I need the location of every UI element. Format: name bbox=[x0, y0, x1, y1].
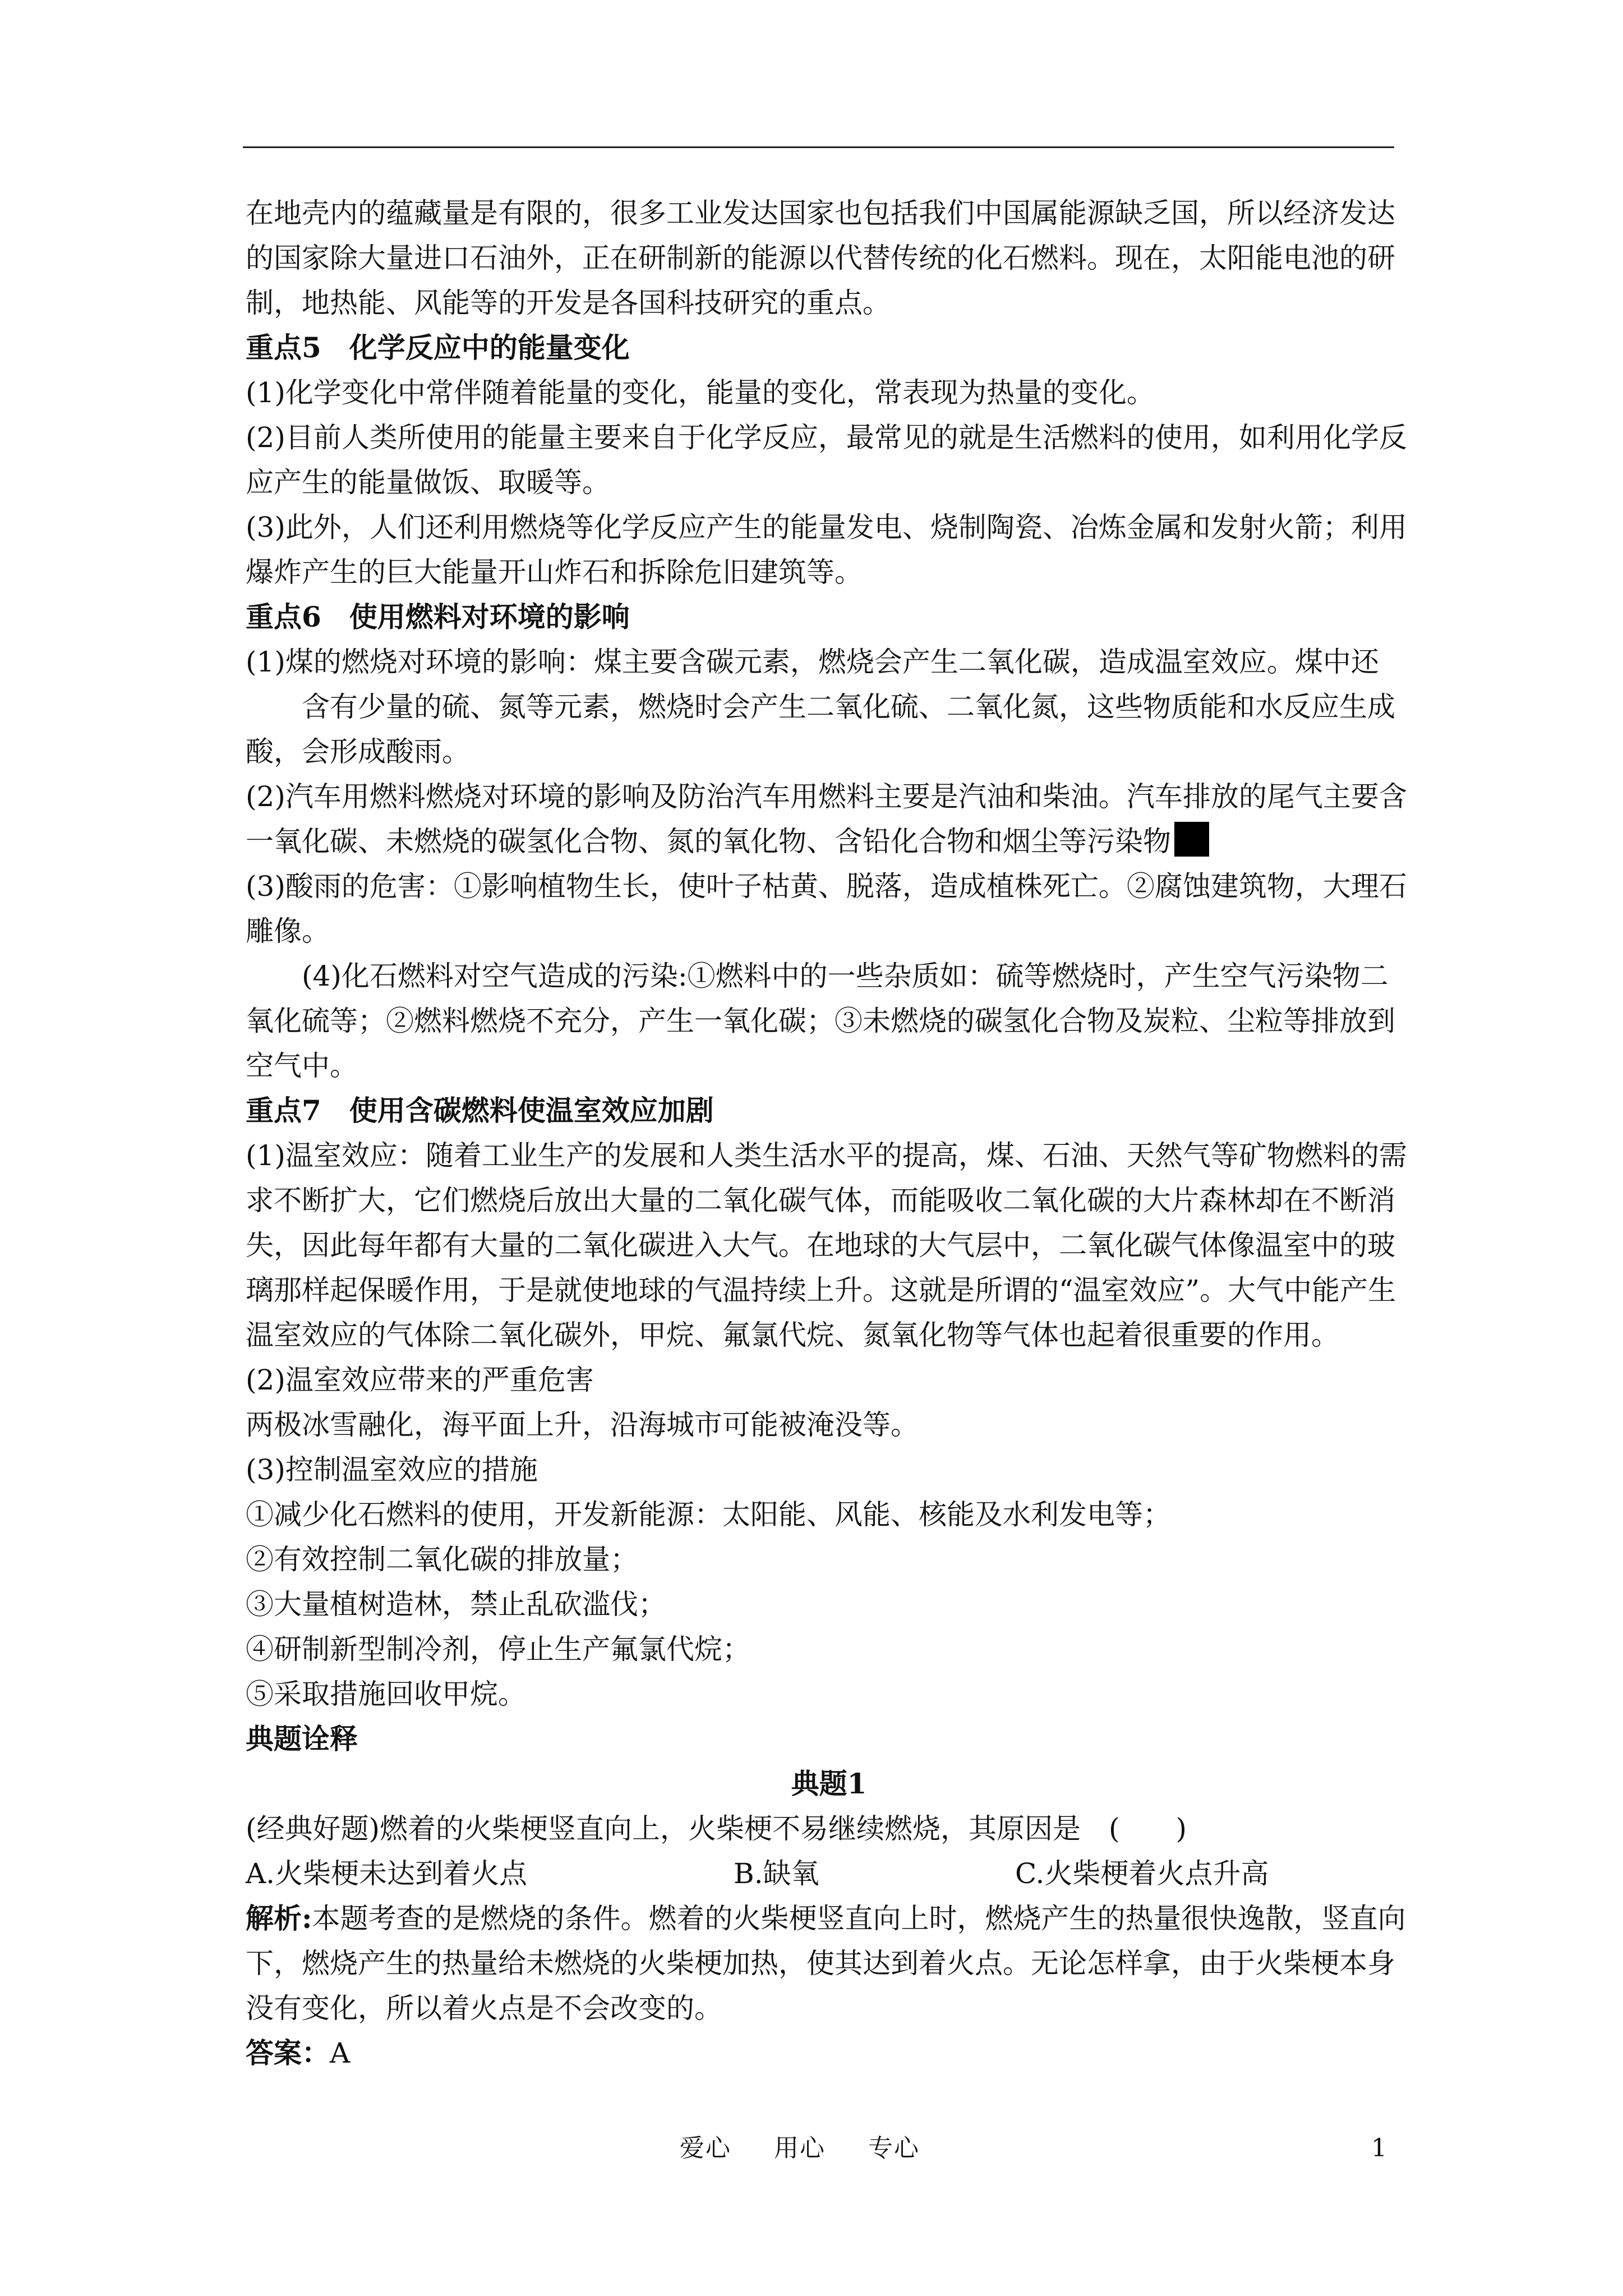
choice-a: A.火柴梗未达到着火点 bbox=[246, 1857, 528, 1890]
example-question: (经典好题)燃着的火柴梗竖直向上，火柴梗不易继续燃烧，其原因是 ( ) bbox=[246, 1812, 1187, 1845]
answer bbox=[246, 2031, 1412, 2076]
page-number: 1 bbox=[1371, 2134, 1387, 2162]
section-heading: 重点6 使用燃料对环境的影响 bbox=[246, 600, 630, 633]
answer-label: 答案： bbox=[246, 2036, 330, 2069]
footer-motto bbox=[680, 2132, 962, 2165]
list-item: ②有效控制二氧化碳的排放量； bbox=[246, 1543, 638, 1576]
motto-item: 用心 bbox=[774, 2134, 826, 2162]
choice-c: C.火柴梗着火点升高 bbox=[1015, 1857, 1269, 1890]
paragraph bbox=[246, 774, 1412, 864]
section-heading: 典题诠释 bbox=[246, 1722, 358, 1755]
paragraph: (2)温室效应带来的严重危害 bbox=[246, 1364, 594, 1396]
paragraph: 在地壳内的蕴藏量是有限的，很多工业发达国家也包括我们中国属能源缺乏国，所以经济发达的国家除大量进口石油外，正在研制新的能源以代替传统的化石燃料。现在，太阳能电池的研制，地热能、风能等的开发是各国科技研究的重点。 bbox=[246, 197, 1395, 319]
section-heading: 重点7 使用含碳燃料使温室效应加剧 bbox=[246, 1094, 714, 1127]
list-item: ⑤采取措施回收甲烷。 bbox=[246, 1678, 526, 1710]
motto-item: 爱心 bbox=[680, 2134, 731, 2162]
paragraph: (2)目前人类所使用的能量主要来自于化学反应，最常见的就是生活燃料的使用，如利用化学反应产生的能量做饭、取暖等。 bbox=[246, 421, 1407, 499]
paragraph: (1)化学变化中常伴随着能量的变化，能量的变化，常表现为热量的变化。 bbox=[246, 376, 1155, 409]
list-item: ③大量植树造林，禁止乱砍滥伐； bbox=[246, 1588, 666, 1621]
paragraph: (1)煤的燃烧对环境的影响：煤主要含碳元素，燃烧会产生二氧化碳，造成温室效应。煤中还 bbox=[246, 646, 1379, 678]
answer-value: A bbox=[330, 2037, 351, 2069]
paragraph: (3)酸雨的危害：①影响植物生长，使叶子枯黄、脱落，造成植株死亡。②腐蚀建筑物，大理石雕像。 bbox=[246, 870, 1407, 947]
analysis bbox=[246, 1896, 1412, 2031]
list-item: ①减少化石燃料的使用，开发新能源：太阳能、风能、核能及水利发电等； bbox=[246, 1498, 1171, 1531]
analysis-label: 解析: bbox=[246, 1902, 312, 1935]
redaction-mark bbox=[1174, 822, 1209, 857]
motto-item: 专心 bbox=[868, 2134, 920, 2162]
paragraph: 两极冰雪融化，海平面上升，沿海城市可能被淹没等。 bbox=[246, 1409, 919, 1441]
paragraph: (3)此外，人们还利用燃烧等化学反应产生的能量发电、烧制陶瓷、冶炼金属和发射火箭；利用爆炸产生的巨大能量开山炸石和拆除危旧建筑等。 bbox=[246, 511, 1407, 588]
answer-choices bbox=[246, 1851, 1412, 1896]
document-body bbox=[246, 191, 1412, 2076]
paragraph: 含有少量的硫、氮等元素，燃烧时会产生二氧化硫、二氧化氮，这些物质能和水反应生成酸，会形成酸雨。 bbox=[246, 691, 1395, 768]
section-heading: 重点5 化学反应中的能量变化 bbox=[246, 331, 630, 364]
analysis-text: 本题考查的是燃烧的条件。燃着的火柴梗竖直向上时，燃烧产生的热量很快逸散，竖直向下，燃烧产生的热量给未燃烧的火柴梗加热，使其达到着火点。无论怎样拿，由于火柴梗本身没有变化，所以着火点是不会改变的。 bbox=[246, 1902, 1406, 2024]
example-title: 典题1 bbox=[791, 1767, 867, 1800]
list-item: ④研制新型制冷剂，停止生产氟氯代烷； bbox=[246, 1633, 750, 1665]
header-rule bbox=[243, 146, 1394, 148]
paragraph: (1)温室效应：随着工业生产的发展和人类生活水平的提高，煤、石油、天然气等矿物燃料的需求不断扩大，它们燃烧后放出大量的二氧化碳气体，而能吸收二氧化碳的大片森林却在不断消失，因此每年都有大量的二氧化碳进入大气。在地球的大气层中，二氧化碳气体像温室中的玻璃那样起保暖作用，于是就使地球的气温持续上升。这就是所谓的“温室效应”。大气中能产生温室效应的气体除二氧化碳外，甲烷、氟氯代烷、氮氧化物等气体也起着很重要的作用。 bbox=[246, 1139, 1407, 1351]
choice-b: B.缺氧 bbox=[734, 1857, 819, 1890]
paragraph: (4)化石燃料对空气造成的污染:①燃料中的一些杂质如：硫等燃烧时，产生空气污染物二氧化硫等；②燃料燃烧不充分，产生一氧化碳；③未燃烧的碳氢化合物及炭粒、尘粒等排放到空气中。 bbox=[246, 960, 1395, 1082]
paragraph-text: (2)汽车用燃料燃烧对环境的影响及防治汽车用燃料主要是汽油和柴油。汽车排放的尾气主要含一氧化碳、未燃烧的碳氢化合物、氮的氧化物、含铅化合物和烟尘等污染物 bbox=[246, 780, 1407, 858]
paragraph: (3)控制温室效应的措施 bbox=[246, 1453, 538, 1486]
